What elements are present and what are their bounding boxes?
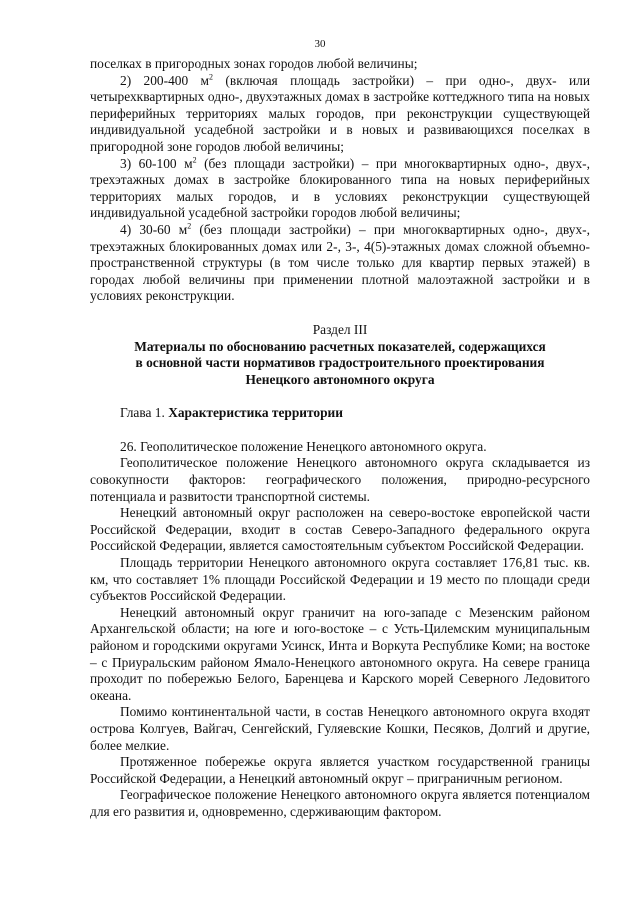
paragraph: Ненецкий автономный округ граничит на юго-западе с Мезенским районом Архангельской области; на юге и юго-востоке – с Усть-Цилемским муниципальным районом и городскими округами Усинск, Инта и Воркута Республике Коми; на востоке – с Приуральским районом Ямало-Ненецкого автономного округа. На севере граница проходит по побережью Белого, Баренцева и Карского морей Северного Ледовитого океана.	[90, 604, 590, 703]
chapter-heading: Глава 1. Характеристика территории	[120, 405, 343, 421]
document-body	[90, 0, 590, 821]
section-title: Материалы по обоснованию расчетных показателей, содержащихся в основной части нормативов градостроительного проектирования Ненецкого автономного округа	[134, 338, 546, 387]
paragraph: Геополитическое положение Ненецкого автономного округа складывается из совокупности факторов: географического положения, природно-ресурсного потенциала и развитости транспортной системы.	[90, 455, 590, 504]
paragraph: 3) 60-100 $м^2$ (без площади застройки) – при многоквартирных одно-, двух-, трехэтажных домах в застройке блокированного типа на новых периферийных территориях малых городов, и в условиях реконструкции существующей индивидуальной усадебной застройки городов любой величины;	[90, 155, 590, 221]
section-label: Раздел III	[312, 321, 368, 337]
paragraph: Географическое положение Ненецкого автономного округа является потенциалом для его развития и, одновременно, сдерживающим фактором.	[90, 787, 590, 819]
paragraph: Помимо континентальной части, в состав Ненецкого автономного округа входят острова Колгуев, Вайгач, Сенгейский, Гуляевские Кошки, Песяков, Долгий и другие, более мелкие.	[90, 704, 590, 753]
paragraph: поселках в пригородных зонах городов любой величины;	[90, 56, 418, 71]
paragraph: Ненецкий автономный округ расположен на северо-востоке европейской части Российской Федерации, входит в состав Северо-Западного федерального округа Российской Федерации, является самостоятельным субъектом Российской Федерации.	[90, 505, 590, 554]
paragraph: 2) 200-400 $м^2$ (включая площадь застройки) – при одно-, двух- или четырехквартирных одно-, двухэтажных домах в застройке коттеджного типа на новых периферийных территориях малых городов, при реконструкции существующей индивидуальной усадебной застройки и в новых и развивающихся поселках в пригородной зоне городов любой величины;	[90, 72, 590, 154]
paragraph: 26. Геополитическое положение Ненецкого автономного округа.	[120, 438, 487, 454]
page-number: 30	[314, 38, 326, 50]
paragraph: 4) 30-60 $м^2$ (без площади застройки) – при многоквартирных одно-, двух-, трехэтажных блокированных домах или 2-, 3-, 4(5)-этажных домах сложной объемно-пространственной структуры (в том числе только для квартир первых этажей) в городах любой величины при применении плотной малоэтажной застройки и в условиях реконструкции.	[90, 221, 590, 304]
paragraph: Протяженное побережье округа является участком государственной границы Российской Федерации, а Ненецкий автономный округ – приграничным регионом.	[90, 754, 590, 786]
paragraph: Площадь территории Ненецкого автономного округа составляет 176,81 тыс. кв. км, что составляет 1% площади Российской Федерации и 19 место по площади среди субъектов Российской Федерации.	[90, 555, 590, 604]
